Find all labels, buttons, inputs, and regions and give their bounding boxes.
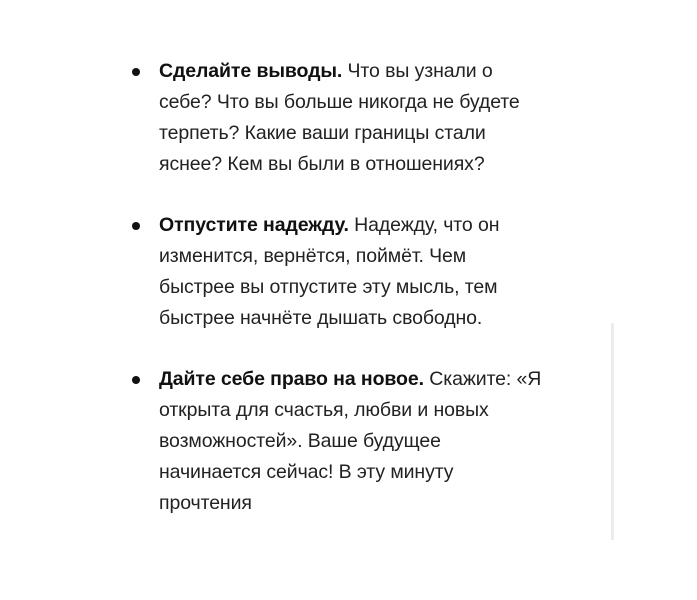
line-1	[159, 210, 589, 241]
list-item	[159, 364, 589, 519]
item-text: Скажите: «Я	[423, 368, 542, 390]
item-lead: Отпустите надежду.	[159, 214, 349, 236]
line-3: возможностей». Ваше будущее	[159, 430, 441, 452]
line-1	[159, 364, 589, 395]
bullet-icon	[132, 376, 140, 384]
list-item	[159, 210, 589, 334]
line-1	[159, 56, 589, 87]
bullet-icon	[132, 68, 140, 76]
bullet-icon	[132, 222, 140, 230]
item-text: Что вы узнали о	[342, 60, 493, 82]
line-2: изменится, вернётся, поймёт. Чем	[159, 245, 467, 267]
item-lead: Сделайте выводы.	[159, 60, 343, 82]
divider-line	[611, 323, 614, 540]
line-5: прочтения	[159, 492, 252, 514]
item-lead: Дайте себе право на новое.	[159, 368, 424, 390]
line-2: себе? Что вы больше никогда не будете	[159, 91, 520, 113]
line-4: яснее? Кем вы были в отношениях?	[159, 153, 485, 175]
line-2: открыта для счастья, любви и новых	[159, 399, 489, 421]
line-3: быстрее вы отпустите эту мысль, тем	[159, 276, 498, 298]
line-4: быстрее начнёте дышать свободно.	[159, 307, 483, 329]
line-4: начинается сейчас! В эту минуту	[159, 461, 454, 483]
line-3: терпеть? Какие ваши границы стали	[159, 122, 486, 144]
item-text: Надежду, что он	[348, 214, 500, 236]
list-item	[159, 56, 589, 180]
